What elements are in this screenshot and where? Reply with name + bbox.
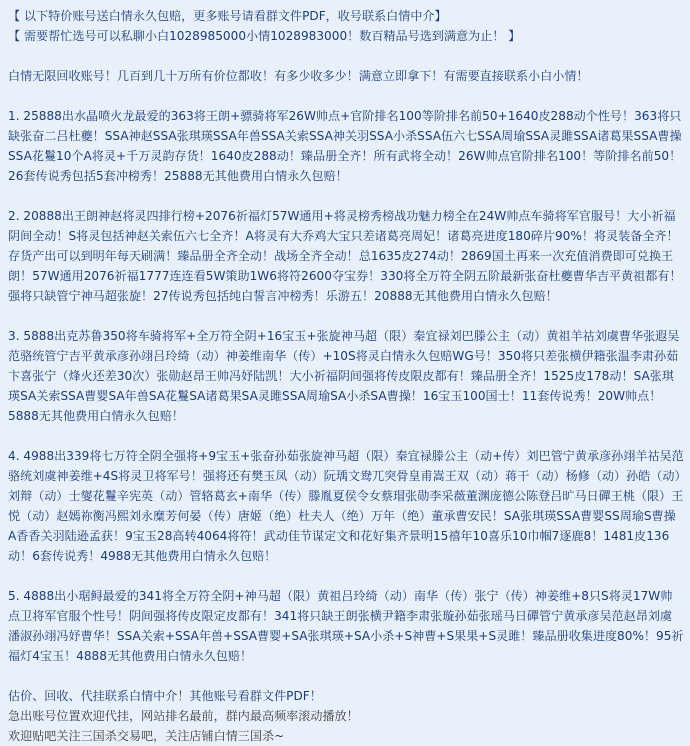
intro-text: 白情无限回收账号！几百到几十万所有价位都收！有多少收多少！满意立即拿下！有需要直接联系小白小情！: [8, 69, 589, 83]
listing-item-3: 3. 5888出克苏鲁350将车骑将军+全万符全阴+16宝玉+张旋神马超（限）秦宜禄刘巴滕公主（动）黄祖羊祜刘虞曹华张遐吴范骆统管宁吉平黄承彦孙翊吕玲绮（动）神姜维南华（传）+10S将灵白情永久包赔WG号！350将只差张横伊籍张温李肃孙茹卞喜张宁（烽火还差30次）张勋赵昂王帅冯妤陆凯！大小祈福阴间强将传皮限皮都有！臻品册全齐！1525皮178动！SA张琪瑛SA关索SSA曹婴SA年兽SA花鬘SA诸葛果SA灵雎SSA周瑜SA小杀SA曹操！16宝玉100国士！11套传说秀！20W帅点！5888无其他费用白情永久包赔！: [8, 329, 680, 423]
listing-item-5: 5. 4888出小琚鲟最爱的341将全万符全阴+神马超（限）黄祖吕玲绮（动）南华（传）张宁（传）神姜维+8只S将灵17W帅点卫将军官服个性号！阴间强将传皮限定皮都有！341将只缺王朗张横尹籍李肃张璇孙茹张瑶马日磾管宁黄承彦吴范赵昂刘虞潘淑孙翊冯妤曹华！SSA关索+SSA年兽+SSA曹婴+SA张琪瑛+SA小杀+S神曹+S果果+S灵雎！臻品册收集进度80%！95祈福灯4宝玉！4888无其他费用白情永久包赔！: [8, 589, 684, 663]
header-line-2: 【 需要帮忙选号可以私聊小白1028985000小情1028983000！数百精品号选到满意为止！ 】: [8, 29, 521, 43]
footer-line-3: 欢迎贴吧关注三国杀交易吧，关注店铺白情三国杀~: [8, 729, 285, 743]
header-line-1: 【 以下特价账号送白情永久包赔，更多账号请看群文件PDF，收号联系白情中介】: [8, 9, 447, 23]
listing-item-2: 2. 20888出王朗神赵将灵四排行榜+2076祈福灯57W通用+将灵榜秀榜战功魅力榜全在24W帅点车骑将军官服号！大小祈福阴间全动！S将灵包括神赵关索伍六七全齐！A将灵有大乔鸡大宝只差诸葛亮周妃！诸葛亮进度180碎片90%！将灵装备全齐！存货产出可以到明年每天刷满！臻品册全齐全动！战场全齐全动！总1635皮274动！2869国土再来一次充值消费即可兑换王朗！57W通用2076祈福1777连连看5W策助1W6将符2600夺宝券！330将全万符全阴五阶最新张奋杜夔曹华吉平黄祖都有！强将只缺管宁神马超张旋！27传说秀包括纯白誓言冲榜秀！乐游五！20888无其他费用白情永久包赔！: [8, 209, 682, 303]
footer-line-2: 急出账号位置欢迎代挂，网站排名最前，群内最高频率滚动播放！: [8, 709, 359, 723]
listing-item-1: 1. 25888出水晶喷火龙最爱的363将王朗+骠骑将军26W帅点+官阶排名100等阶排名前50+1640皮288动个性号！363将只缺张奋二吕杜夔！SSA神赵SSA张琪瑛SSA年兽SSA关索SSA神关羽SSA小杀SSA伍六七SSA周瑜SSA灵雎SSA诸葛果SSA曹操SSA花鬘10个A将灵+千万灵韵存货！1640皮288动！臻品册全齐！所有武将全动！26W帅点官阶排名100！等阶排名前50！26套传说秀包括5套冲榜秀！25888无其他费用白情永久包赔！: [8, 109, 682, 183]
footer-line-1: 估价、回收、代挂联系白情中介！其他账号看群文件PDF！: [8, 689, 322, 703]
listing-item-4: 4. 4988出339将七万符全阴全强将+9宝玉+张奋孙茹张旋神马超（限）秦宜禄滕公主（动+传）刘巴管宁黄承彦孙翊羊祜吴范骆统刘虞神姜维+4S将灵卫将军号！强将还有樊玉凤（动）阮瑀文鸯兀突骨皇甫嵩王双（动）蒋干（动）杨修（动）孙皓（动）刘辩（动）士燮花鬘辛宪英（动）管辂葛玄+南华（传）滕胤夏侯令女蔡瑁张勋李采薇董渊庞德公陈登吕旷马日磾王桃（限）王悦（动）赵嫣祢衡冯熙刘永糜芳何晏（传）唐姬（绝）杜夫人（绝）万年（绝）董承曹安民！SA张琪瑛SSA曹婴SS周瑜S曹操A香香关羽陆逊孟获！9宝玉28高转4064将符！武动佳节谋定文和花好集齐景明15禧年10喜乐10巾帼7逐鹿8！1481皮136动！6套传说秀！4988无其他费用白情永久包赔！: [8, 449, 684, 563]
